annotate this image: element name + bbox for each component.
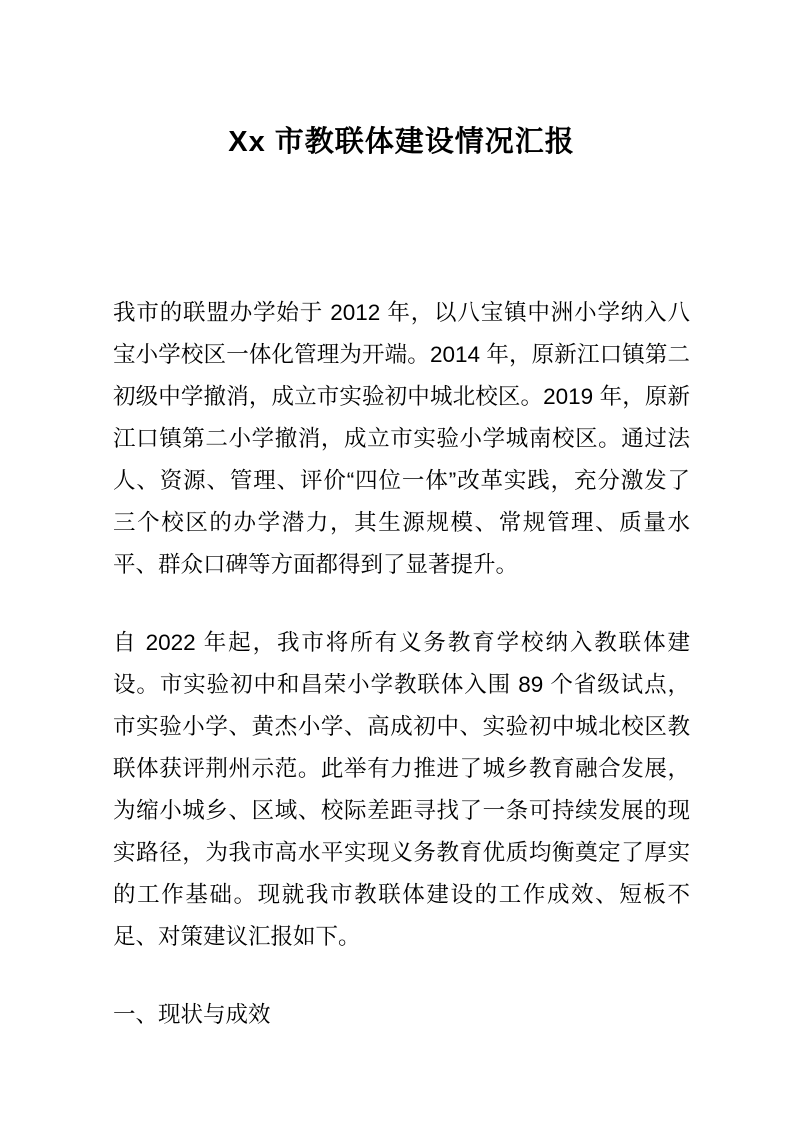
section-heading: 一、现状与成效 — [113, 1002, 271, 1027]
document-body — [113, 292, 690, 958]
body-paragraph: 自 2022 年起，我市将所有义务教育学校纳入教联体建设。市实验初中和昌荣小学教联体入围 89 个省级试点，市实验小学、黄杰小学、高成初中、实验初中城北校区教联体获评荆州示范。此举有力推进了城乡教育融合发展，为缩小城乡、区域、校际差距寻找了一条可持续发展的现实路径，为我市高水平实现义务教育优质均衡奠定了厚实的工作基础。现就我市教联体建设的工作成效、短板不足、对策建议汇报如下。 — [113, 630, 690, 949]
body-paragraph: 我市的联盟办学始于 2012 年，以八宝镇中洲小学纳入八宝小学校区一体化管理为开端。2014 年，原新江口镇第二初级中学撤消，成立市实验初中城北校区。2019 年，原新江口镇第二小学撤消，成立市实验小学城南校区。通过法人、资源、管理、评价“四位一体”改革实践，充分激发了三个校区的办学潜力，其生源规模、常规管理、质量水平、群众口碑等方面都得到了显著提升。 — [113, 300, 690, 577]
document-title: Xx 市教联体建设情况汇报 — [228, 126, 575, 158]
